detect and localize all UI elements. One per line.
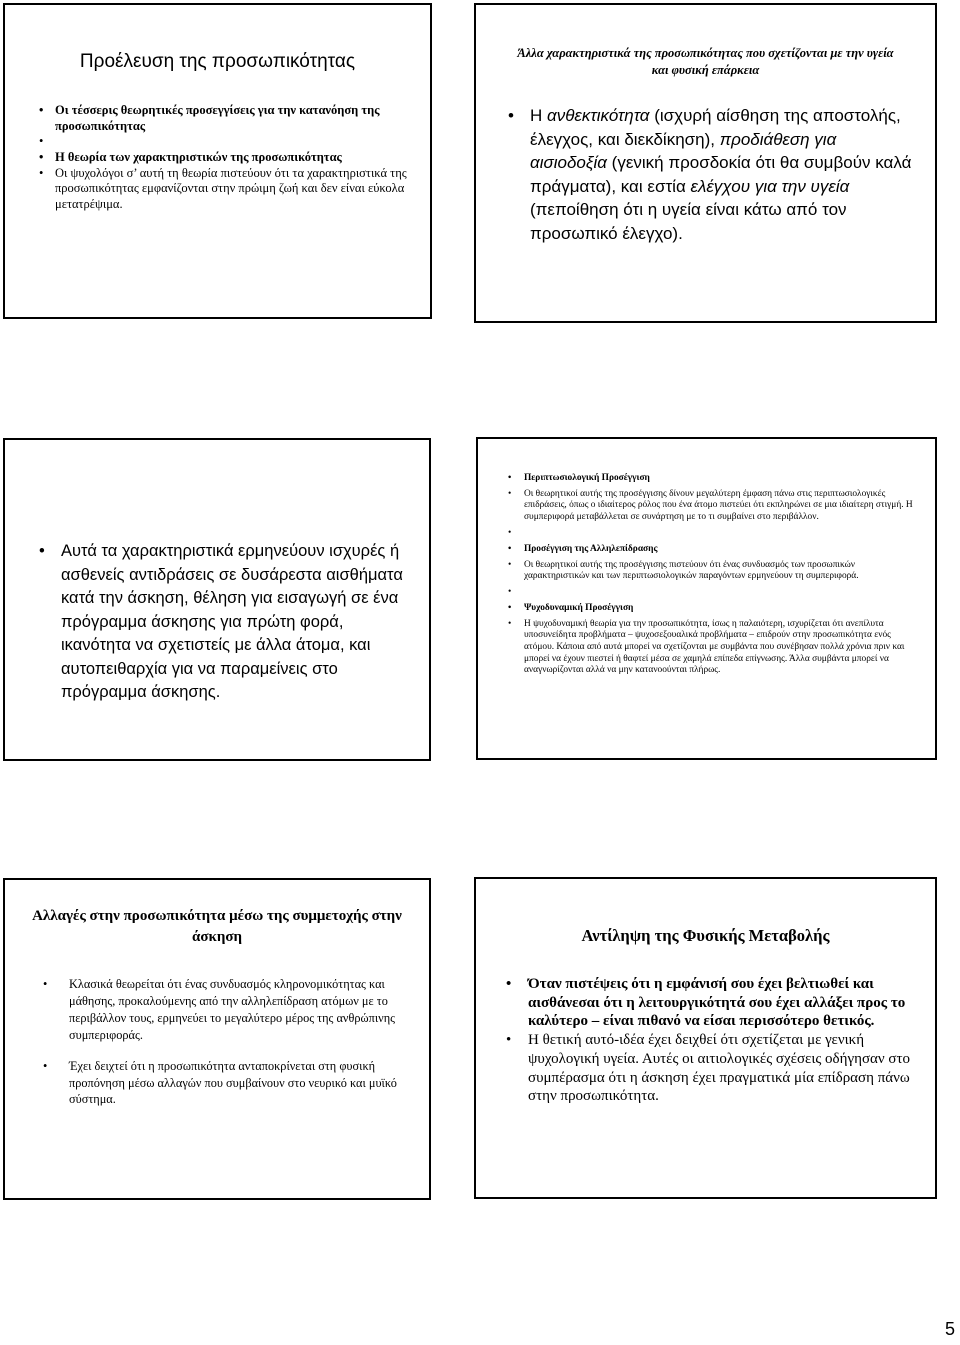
bullet-list [39,103,420,213]
bullet-item: • Κλασικά θεωρείται ότι ένας συνδυασμός κληρονομικότητας και μάθησης, προκαλούμενης από την αλληλεπίδραση ατόμων με το περιβάλλον τους, ερμηνεύει το μεγαλύτερο μέρος της ανθρώπινης συμπεριφοράς. [43,976,415,1044]
bullet-item: • Οι ψυχολόγοι σ’ αυτή τη θεωρία πιστεύουν ότι τα χαρακτηριστικά της προσωπικότητας εμφανίζονται στην πρώιμη ζωή και δεν είναι εύκολα μετατρέψιμα. [39,166,420,213]
bullet-item: • Η θεωρία των χαρακτηριστικών της προσωπικότητας [39,150,420,166]
text-run: (πεποίθηση ότι η υγεία είναι κάτω από τον προσωπικό έλεγχο). [530,200,847,243]
text-run-emphasis: ανθεκτικότητα [547,106,650,125]
text-run: Η [530,106,547,125]
bullet-item-heading: • Περιπτωσιολογική Προσέγγιση [508,473,921,485]
slide-physical-change-perception [474,877,937,1199]
slide-title: Αλλαγές στην προσωπικότητα μέσω της συμμετοχής στην άσκηση [32,908,402,945]
bullet-item: • Έχει δειχτεί ότι η προσωπικότητα ανταποκρίνεται στη φυσική προπόνηση μέσω αλλαγών που συμβαίνουν στο νευρικό και μυϊκό σύστημα. [43,1058,415,1109]
bullet-item: • Αυτά τα χαρακτηριστικά ερμηνεύουν ισχυρές ή ασθενείς αντιδράσεις σε δυσάρεστα αισθήματα κατά την άσκηση, θέληση για εισαγωγή σε ένα πρόγραμμα άσκησης για πρώτη φορά, ικανότητα να σχετιστείς με άλλα άτομα, και αυτοπειθαρχία για να παραμείνεις στο πρόγραμμα άσκησης. [39,540,417,705]
bullet-item: • Οι θεωρητικοί αυτής της προσέγγισης πιστεύουν ότι ένας συνδυασμός των προσωπικών χαρακτηριστικών και των περιπτωσιολογικών παραγόντων ερμηνεύουν τη συμπεριφορά. [508,560,921,583]
bullet-item: • Η θετική αυτό-ιδέα έχει δειχθεί ότι σχετίζεται με γενική ψυχολογική υγεία. Αυτές οι αιτιολογικές σχέσεις οδήγησαν στο συμπέρασμα ότι η άσκηση έχει πραγματικά μία επίδραση πάνω στην προσωπικότητα. [506,1031,921,1106]
bullet-item: • Όταν πιστέψεις ότι η εμφάνισή σου έχει βελτιωθεί και αισθάνεσαι ότι η λειτουργικότητά σου έχει αλλάξει προς το καλύτερο – είναι πιθανό να είσαι περισσότερο θετικός. [506,975,921,1031]
bullet-list [508,473,921,677]
bullet-item: • Η ψυχοδυναμική θεωρία για την προσωπικότητα, ίσως η παλαιότερη, ισχυρίζεται ότι ανεπίλυτα υποσυνείδητα προβλήματα – ψυχοσεξουαλικά προβλήματα – επιδρούν στην προσωπικότητα ενός ατόμου. Κάποια από αυτά μπορεί να σχετίζονται με συμβάντα που συνέβησαν πολλά χρόνια πριν και μπορεί να έχουν πιεστεί ή θαφτεί μέσα σε χαμηλά επίπεδα επίγνωσης. Άλλα συμβάντα μπορεί να αναγνωρίζονται αλλά να μην κατανοούνται πλήρως. [508,619,921,678]
bullet-item [508,104,917,246]
slide-origin-of-personality [3,3,432,319]
slide-health-personality-traits [474,3,937,323]
bullet-item-empty [39,134,420,150]
bullet-item-heading: • Προσέγγιση της Αλληλεπίδρασης [508,544,921,556]
bullet-item: • Οι θεωρητικοί αυτής της προσέγγισης δίνουν μεγαλύτερη έμφαση πάνω στις περιπτωσιολογικές επιδράσεις, όπως ο ιδιαίτερος ρόλος που ένα άτομο πιστεύει ότι εκπληρώνει σε μια ιδιαίτερη στιγμή. Η συμπεριφορά μεταβάλλεται σε συνάρτηση με το τι συμβαίνει στο περιβάλλον. [508,489,921,524]
bullet-item-empty [508,587,921,599]
bullet-item: • Οι τέσσερις θεωρητικές προσεγγίσεις για την κατανόηση της προσωπικότητας [39,103,420,134]
bullet-list [39,540,417,705]
bullet-item-heading: • Ψυχοδυναμική Προσέγγιση [508,603,921,615]
slide-traits-interpretation [3,438,431,761]
text-run: (γενική προσδοκία ότι θα συμβούν καλά πράγματα), και εστία [530,153,912,196]
slide-title: Προέλευση της προσωπικότητας [79,51,356,72]
slide-approaches [476,437,937,760]
text-run-emphasis: προδιάθεση για αισιοδοξία [530,129,837,173]
bullet-list [506,975,921,1106]
bullet-list [43,976,415,1108]
slide-title: Αντίληψη της Φυσικής Μεταβολής [581,926,830,945]
bullet-list [508,104,917,246]
slide-personality-changes-exercise [3,878,431,1200]
text-run-emphasis: ελέγχου για την υγεία [690,176,850,196]
bullet-item-empty [508,528,921,540]
slide-title: Άλλα χαρακτηριστικά της προσωπικότητας που σχετίζονται με την υγεία και φυσική επάρκεια [517,46,894,77]
text-run: (ισχυρή αίσθηση της αποστολής, έλεγχος, και διεκδίκηση), [530,106,901,149]
page-number: 5 [945,1319,956,1339]
